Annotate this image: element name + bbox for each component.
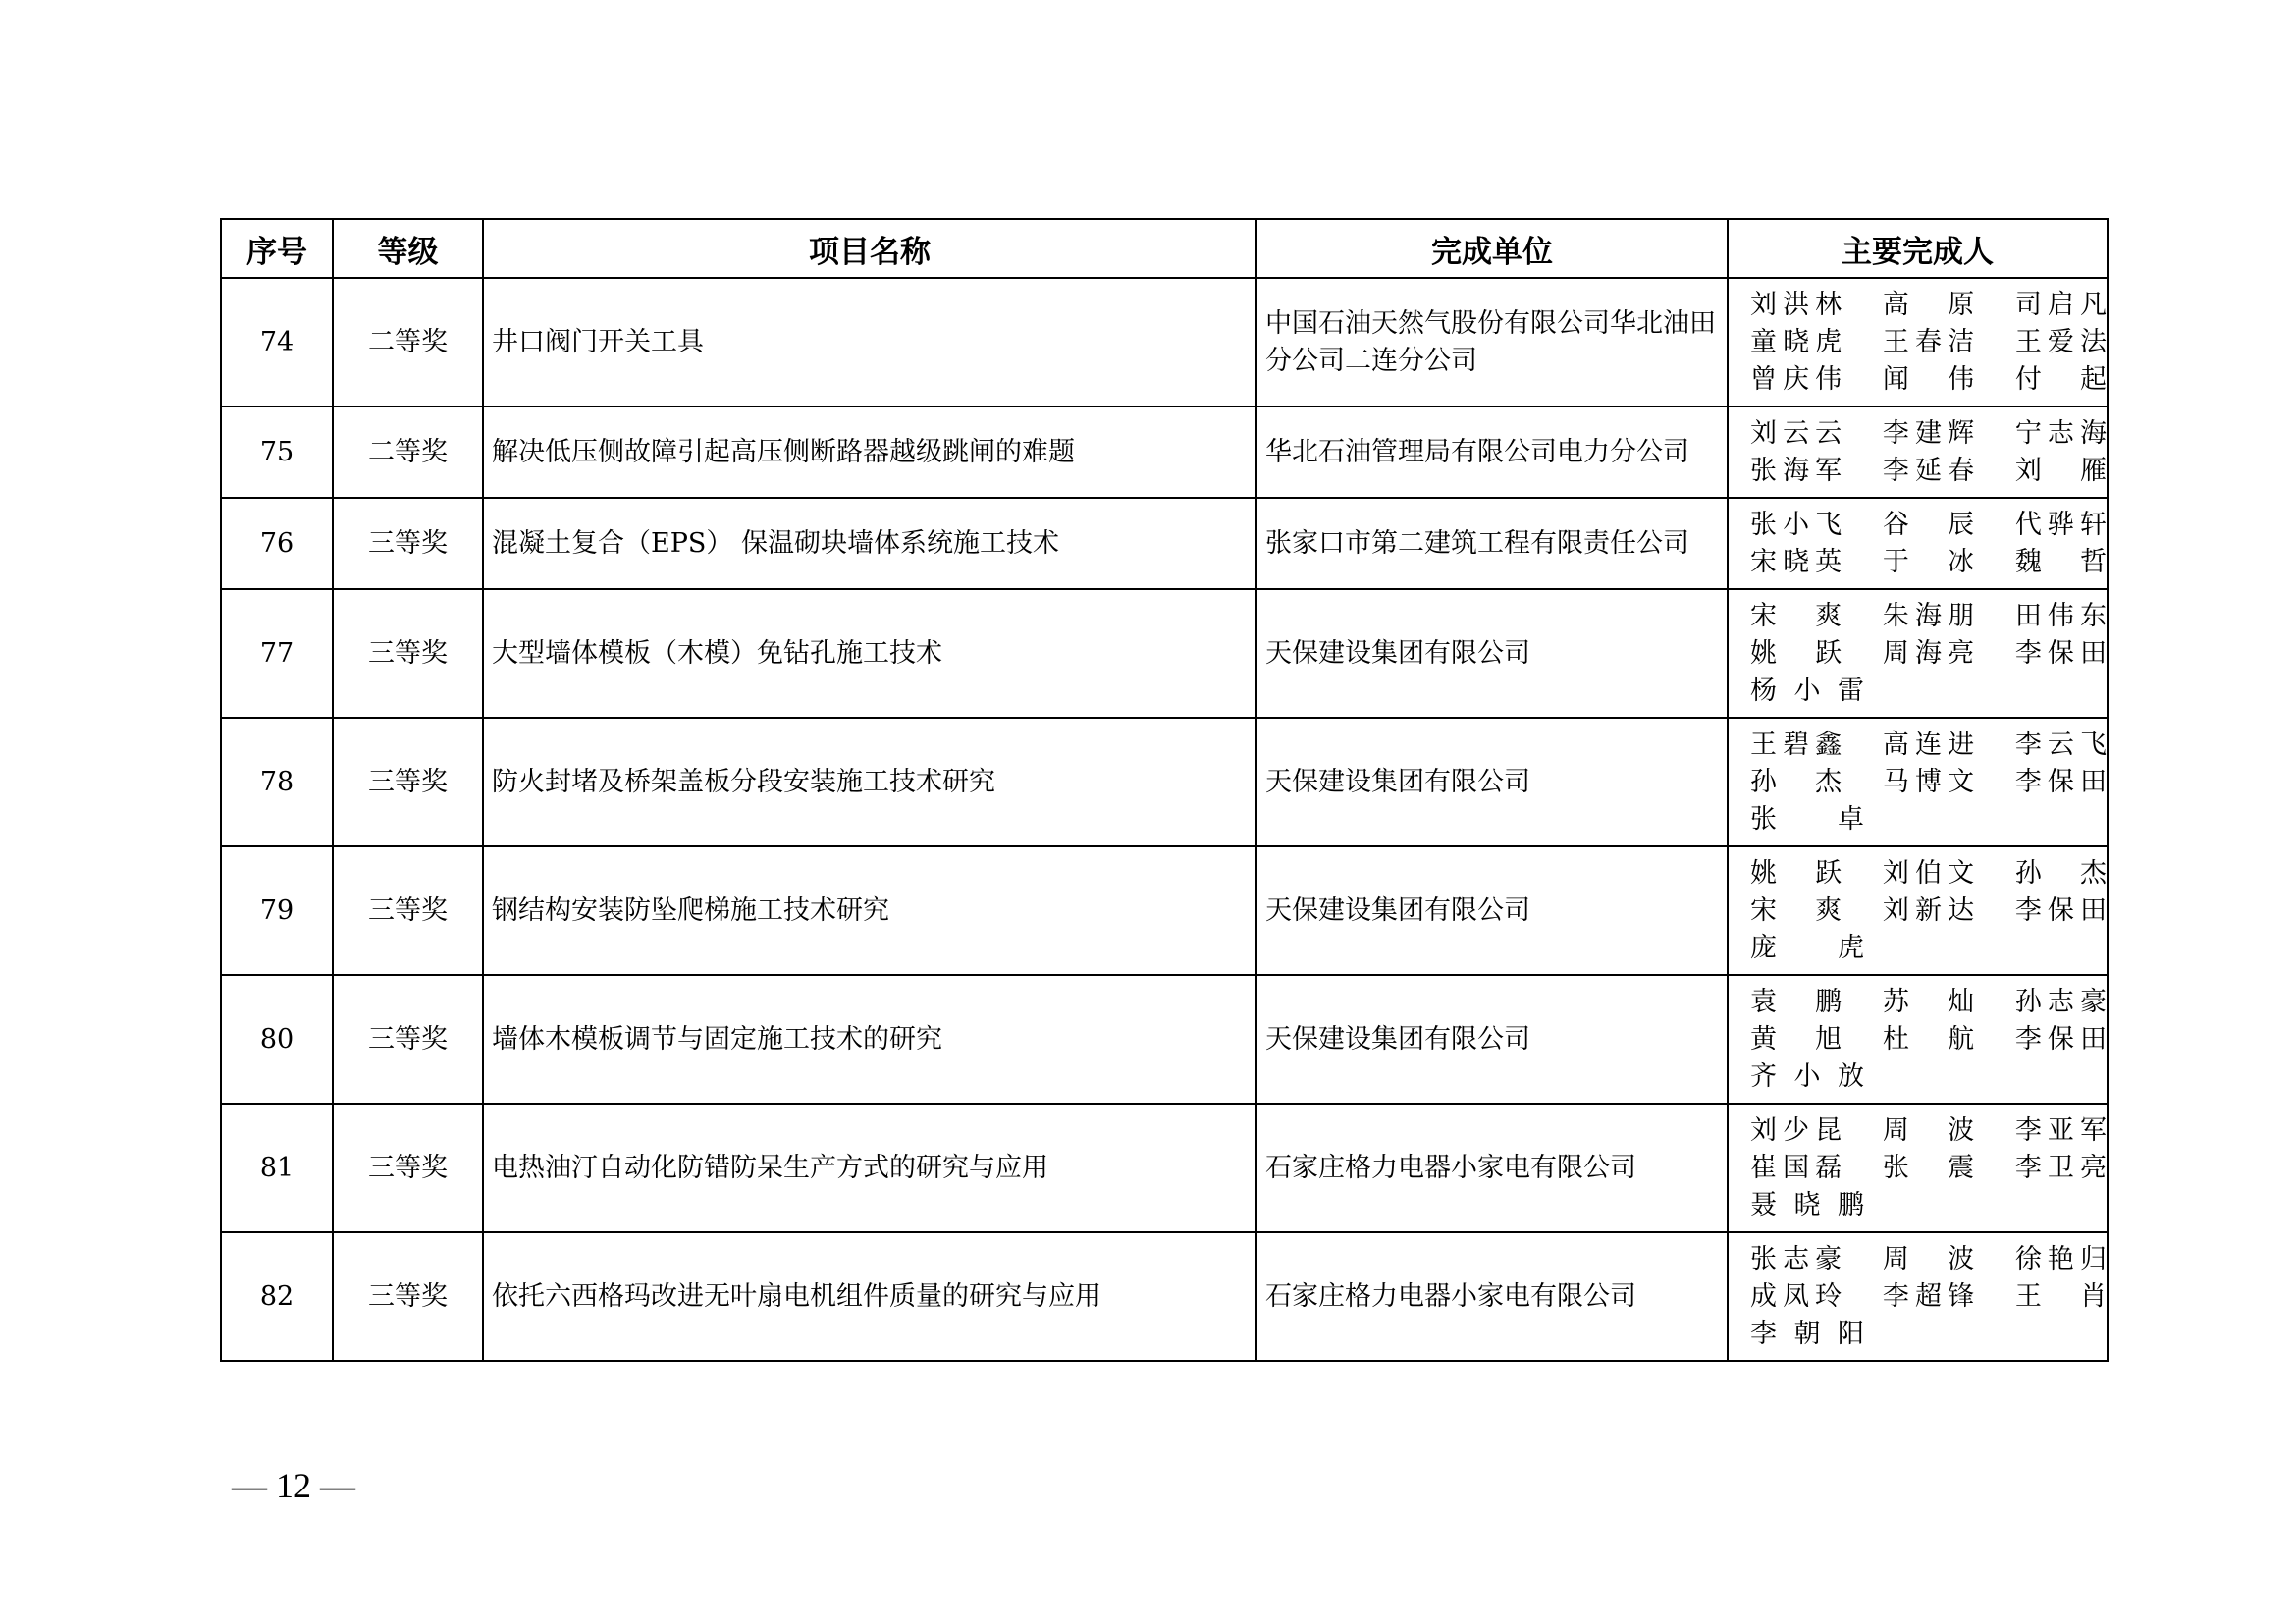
cell-people [1728,975,2108,1104]
person-name: 高 原 [1882,289,1975,320]
cell-people [1728,1232,2108,1361]
people-line [1750,801,2107,839]
person-gap [1974,507,2015,544]
person-name: 宁志海 [2014,417,2107,449]
cell-grade: 二等奖 [333,278,483,406]
page-number: — 12 — [232,1466,355,1505]
table-body [221,278,2108,1361]
cell-people [1728,278,2108,406]
cell-project-name: 防火封堵及桥架盖板分段安装施工技术研究 [483,718,1256,846]
person-name: 宋 爽 [1750,600,1842,631]
person-gap [1974,287,2015,324]
people-line [1750,415,2107,453]
people-line [1750,1021,2107,1058]
person-gap [1974,598,2015,635]
person-gap [1842,598,1883,635]
header-seq: 序号 [221,219,333,278]
cell-people [1728,718,2108,846]
person-name: 周 波 [1882,1243,1975,1274]
person-name: 孙 杰 [2014,857,2107,889]
cell-unit: 张家口市第二建筑工程有限责任公司 [1256,498,1728,589]
cell-project-name: 依托六西格玛改进无叶扇电机组件质量的研究与应用 [483,1232,1256,1361]
person-name: 谷 辰 [1882,509,1975,540]
person-gap [1842,1278,1883,1316]
person-name: 李卫亮 [2014,1152,2107,1183]
table-row [221,1232,2108,1361]
person-name: 庞 虎 [1750,932,1864,963]
person-gap [1974,1241,2015,1278]
cell-seq: 74 [221,278,333,406]
person-gap [1842,727,1883,764]
person-name: 聂晓鹏 [1750,1189,1864,1220]
person-name: 袁 鹏 [1750,986,1842,1017]
cell-project-name: 井口阀门开关工具 [483,278,1256,406]
person-name: 杜 航 [1882,1023,1975,1055]
person-name: 苏 灿 [1882,986,1975,1017]
people-line [1750,544,2107,581]
person-name: 宋晓英 [1750,546,1842,577]
person-gap [1974,1021,2015,1058]
person-name: 李保田 [2014,1023,2107,1055]
person-gap [1974,544,2015,581]
table-row [221,718,2108,846]
people-line [1750,1278,2107,1316]
cell-project-name: 大型墙体模板（木模）免钻孔施工技术 [483,589,1256,718]
cell-grade: 三等奖 [333,975,483,1104]
person-name: 李建辉 [1882,417,1975,449]
person-gap [1842,415,1883,453]
cell-grade: 三等奖 [333,718,483,846]
person-name: 王爱法 [2014,326,2107,357]
cell-people [1728,1104,2108,1232]
person-gap [1842,1021,1883,1058]
person-name: 童晓虎 [1750,326,1842,357]
cell-people [1728,406,2108,498]
cell-grade: 三等奖 [333,589,483,718]
people-line [1750,324,2107,361]
person-gap [1974,635,2015,673]
cell-seq: 81 [221,1104,333,1232]
cell-seq: 78 [221,718,333,846]
person-name: 朱海朋 [1882,600,1975,631]
person-name: 姚 跃 [1750,857,1842,889]
people-line [1750,1112,2107,1150]
person-name: 李保田 [2014,894,2107,926]
person-gap [1842,287,1883,324]
person-name: 张 震 [1882,1152,1975,1183]
people-line [1750,287,2107,324]
people-line [1750,764,2107,801]
person-gap [1842,764,1883,801]
person-gap [1842,855,1883,893]
person-name: 崔国磊 [1750,1152,1842,1183]
people-line [1750,635,2107,673]
cell-seq: 75 [221,406,333,498]
cell-people [1728,846,2108,975]
cell-project-name: 电热油汀自动化防错防呆生产方式的研究与应用 [483,1104,1256,1232]
person-name: 宋 爽 [1750,894,1842,926]
person-name: 司启凡 [2014,289,2107,320]
cell-unit: 石家庄格力电器小家电有限公司 [1256,1232,1728,1361]
cell-project-name: 混凝土复合（EPS） 保温砌块墙体系统施工技术 [483,498,1256,589]
cell-grade: 三等奖 [333,846,483,975]
person-gap [1974,324,2015,361]
person-name: 高连进 [1882,729,1975,760]
person-name: 闻 伟 [1882,363,1975,395]
person-name: 黄 旭 [1750,1023,1842,1055]
person-name: 刘云云 [1750,417,1842,449]
person-name: 刘伯文 [1882,857,1975,889]
people-line [1750,984,2107,1021]
people-line [1750,1187,2107,1224]
person-name: 李延春 [1882,455,1975,486]
people-line [1750,930,2107,967]
cell-unit: 华北石油管理局有限公司电力分公司 [1256,406,1728,498]
table-row [221,975,2108,1104]
person-gap [1974,893,2015,930]
person-gap [1974,764,2015,801]
cell-seq: 82 [221,1232,333,1361]
person-name: 孙志豪 [2014,986,2107,1017]
person-name: 魏 哲 [2014,546,2107,577]
person-gap [1974,453,2015,490]
table-row [221,278,2108,406]
person-name: 王 肖 [2014,1280,2107,1312]
person-name: 王碧鑫 [1750,729,1842,760]
cell-unit: 天保建设集团有限公司 [1256,718,1728,846]
table-row [221,406,2108,498]
people-line [1750,1150,2107,1187]
person-name: 成凤玲 [1750,1280,1842,1312]
people-line [1750,453,2107,490]
person-gap [1842,453,1883,490]
cell-people [1728,498,2108,589]
cell-grade: 二等奖 [333,406,483,498]
person-name: 李云飞 [2014,729,2107,760]
people-line [1750,893,2107,930]
person-gap [1974,1278,2015,1316]
cell-seq: 76 [221,498,333,589]
person-gap [1842,507,1883,544]
person-gap [1974,727,2015,764]
cell-unit: 天保建设集团有限公司 [1256,589,1728,718]
cell-unit: 天保建设集团有限公司 [1256,846,1728,975]
person-name: 李保田 [2014,637,2107,669]
table-row [221,846,2108,975]
person-gap [1842,1241,1883,1278]
person-name: 王春洁 [1882,326,1975,357]
person-name: 曾庆伟 [1750,363,1842,395]
person-name: 付 起 [2014,363,2107,395]
header-project-name: 项目名称 [483,219,1256,278]
person-name: 张志豪 [1750,1243,1842,1274]
cell-project-name: 墙体木模板调节与固定施工技术的研究 [483,975,1256,1104]
person-name: 齐小放 [1750,1060,1864,1092]
table-header-row [221,219,2108,278]
header-unit: 完成单位 [1256,219,1728,278]
people-line [1750,855,2107,893]
cell-project-name: 钢结构安装防坠爬梯施工技术研究 [483,846,1256,975]
person-gap [1974,415,2015,453]
table-row [221,589,2108,718]
person-name: 李亚军 [2014,1114,2107,1146]
person-gap [1974,855,2015,893]
cell-people [1728,589,2108,718]
people-line [1750,1058,2107,1096]
cell-grade: 三等奖 [333,498,483,589]
person-name: 李保田 [2014,766,2107,797]
people-line [1750,673,2107,710]
people-line [1750,598,2107,635]
person-gap [1974,984,2015,1021]
cell-grade: 三等奖 [333,1104,483,1232]
person-name: 张小飞 [1750,509,1842,540]
person-gap [1842,984,1883,1021]
person-name: 张 卓 [1750,803,1864,835]
person-name: 张海军 [1750,455,1842,486]
cell-unit: 石家庄格力电器小家电有限公司 [1256,1104,1728,1232]
person-name: 姚 跃 [1750,637,1842,669]
people-line [1750,1316,2107,1353]
person-gap [1842,324,1883,361]
person-name: 杨小雷 [1750,675,1864,706]
person-name: 田伟东 [2014,600,2107,631]
header-people: 主要完成人 [1728,219,2108,278]
header-grade: 等级 [333,219,483,278]
person-name: 刘新达 [1882,894,1975,926]
cell-grade: 三等奖 [333,1232,483,1361]
person-name: 李朝阳 [1750,1318,1864,1349]
person-name: 徐艳归 [2014,1243,2107,1274]
person-gap [1842,635,1883,673]
person-name: 于 冰 [1882,546,1975,577]
people-line [1750,727,2107,764]
person-gap [1842,544,1883,581]
person-name: 孙 杰 [1750,766,1842,797]
person-gap [1842,1112,1883,1150]
people-line [1750,507,2107,544]
cell-seq: 77 [221,589,333,718]
people-line [1750,361,2107,399]
person-name: 周 波 [1882,1114,1975,1146]
person-gap [1974,1150,2015,1187]
cell-unit: 中国石油天然气股份有限公司华北油田分公司二连分公司 [1256,278,1728,406]
table-row [221,498,2108,589]
cell-seq: 80 [221,975,333,1104]
person-name: 李超锋 [1882,1280,1975,1312]
person-name: 刘 雁 [2014,455,2107,486]
cell-seq: 79 [221,846,333,975]
person-gap [1842,361,1883,399]
person-name: 马博文 [1882,766,1975,797]
people-line [1750,1241,2107,1278]
person-name: 代骅轩 [2014,509,2107,540]
person-gap [1974,361,2015,399]
person-name: 周海亮 [1882,637,1975,669]
person-gap [1842,893,1883,930]
person-name: 刘洪林 [1750,289,1842,320]
person-name: 刘少昆 [1750,1114,1842,1146]
cell-unit: 天保建设集团有限公司 [1256,975,1728,1104]
person-gap [1842,1150,1883,1187]
table-row [221,1104,2108,1232]
person-gap [1974,1112,2015,1150]
cell-project-name: 解决低压侧故障引起高压侧断路器越级跳闸的难题 [483,406,1256,498]
awards-table [220,218,2109,1362]
